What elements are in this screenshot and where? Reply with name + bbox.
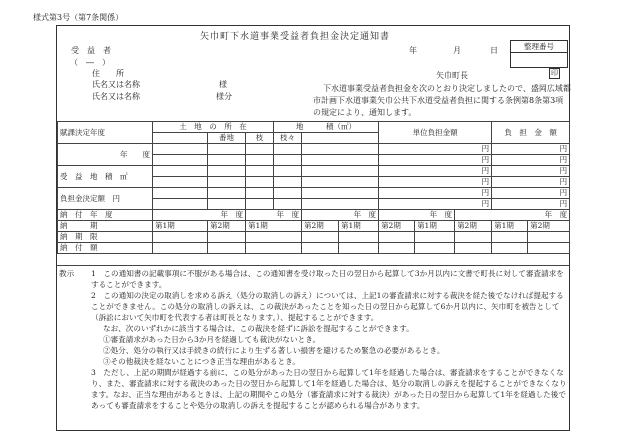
period-cell: 第2期 — [528, 221, 570, 232]
area-unit: （㎡） — [333, 122, 357, 131]
eda-label: 枝 — [246, 133, 274, 144]
yen-amount: 円 — [492, 144, 570, 155]
period-cell: 第2期 — [208, 221, 246, 232]
yen-unit: 円 — [379, 188, 492, 199]
period-cell: 第1期 — [492, 221, 528, 232]
note-2-c2: ②処分、処分の執行又は手続きの続行により生ずる著しい損害を避けるため緊急の必要があるとき。 — [103, 346, 445, 355]
payment-year-cell: 年 度 — [153, 210, 246, 221]
date-day: 日 — [490, 46, 498, 55]
address-label: 住 所 — [92, 69, 124, 78]
period-cell: 第1期 — [246, 221, 302, 232]
beneficiary-label: 受 益 者 — [71, 46, 111, 55]
fiscal-year-label: 賦課決定年度 — [58, 122, 153, 144]
edaeda-label: 枝々 — [274, 133, 302, 144]
seal-mark: 印 — [551, 69, 558, 77]
period-cell: 第1期 — [339, 221, 379, 232]
payment-year-cell: 年 度 — [246, 210, 302, 221]
note-3: 3 ただし、上記の期間が経過する前に、この処分があった日の翌日から起算して1年を経過した場合は、審査請求をすることができなくなり、また、審査請求に対する裁決のあった日の翌日から起算して1年を経過した場合は、処分の取消しの訴えを提起することができなくなります。なお、正当な理由があるときは、上記の期間やこの処分（審査請求に対する裁決）があった日の翌日から起算して1年を経過した後であっても審査請求をすることや処分の取消しの訴えを提起することが認められる場合があります。 — [91, 368, 567, 410]
note-1-text: 1 この通知書の記載事項に不服がある場合は、この通知書を受け取った日の翌日から起算して3か月以内に文書で町長に対して審査請求をすることができます。 — [91, 269, 564, 289]
unit-price-header: 単位負担金額 — [379, 122, 492, 144]
yen-unit: 円 — [379, 144, 492, 155]
date-month: 月 — [453, 46, 461, 55]
period-label: 納 期 — [58, 221, 153, 232]
yen-unit: 円 — [379, 199, 492, 210]
yen-unit: 円 — [379, 177, 492, 188]
yen-amount: 円 — [492, 188, 570, 199]
date-year: 年 — [409, 46, 417, 55]
reference-number-label: 整理番号 — [511, 41, 567, 53]
beneficiary-paren: （ ― ） — [70, 58, 110, 67]
area-header — [274, 122, 379, 133]
fiscal-year-cell: 年 度 — [58, 144, 153, 166]
yen-amount: 円 — [492, 166, 570, 177]
notice-body: 下水道事業受益者負担金を次のとおり決定しましたので、盛岡広域都市計画下水道事業矢巾公共下水道受益者負担に関する条例第8条第3項の規定により、通知します。 — [313, 84, 571, 117]
mayor-name: 矢巾町長 — [436, 71, 468, 80]
document-title: 矢巾町下水道事業受益者負担金決定通知書 — [200, 32, 391, 42]
payment-year-cell: 年 度 — [302, 210, 379, 221]
instructions-section — [57, 265, 569, 411]
payment-year-cell: 年 度 — [379, 210, 455, 221]
name-label-2: 氏名又は名称 — [92, 92, 140, 101]
yen-amount: 円 — [492, 199, 570, 210]
note-2: 2 この通知の決定の取消しを求める訴え（処分の取消しの訴え）については、上記1の審査請求に対する裁決を経た後でなければ提起することができません。この処分の取消しの訴えは、この裁決があったことを知った日の翌日から起算して6か月以内に、矢巾町を被告として（訴訟において矢巾町を代表する者は町長となります。）、提起することができます。 — [91, 291, 564, 322]
note-1 — [57, 268, 569, 290]
area-value-cell — [302, 133, 379, 144]
burden-amount-header: 負 担 金 額 — [492, 122, 570, 144]
note-2-c3: ③その他裁決を経ないことにつき正当な理由があるとき。 — [103, 357, 300, 366]
area-label: 地 積 — [296, 122, 334, 131]
burden-total-label: 負担金決定額 円 — [58, 188, 153, 210]
yen-unit: 円 — [379, 166, 492, 177]
payment-amount-label: 納 付 額 — [58, 243, 153, 254]
period-cell: 第1期 — [153, 221, 208, 232]
name-suffix-2: 様分 — [216, 92, 232, 101]
note-2-c1: ①審査請求があった日から3か月を経過しても裁決がないとき。 — [103, 335, 321, 344]
benefit-area-label: 受 益 地 積 ㎡ — [58, 166, 153, 188]
yen-amount: 円 — [492, 177, 570, 188]
instructions-heading: 教示 — [59, 269, 75, 278]
payment-year-cell: 年 度 — [455, 210, 570, 221]
deadline-label: 納 期 限 — [58, 232, 153, 243]
note-2-b: なお、次のいずれかに該当する場合は、この裁決を経ずに訴訟を提起することができます。 — [103, 324, 414, 333]
reference-number-box — [510, 40, 568, 68]
yen-unit: 円 — [379, 155, 492, 166]
period-cell: 第2期 — [379, 221, 415, 232]
period-cell: 第2期 — [455, 221, 492, 232]
yen-amount: 円 — [492, 155, 570, 166]
assessment-table — [57, 121, 570, 254]
name-suffix-1: 様 — [219, 80, 227, 89]
name-label-1: 氏名又は名称 — [92, 80, 140, 89]
form-code: 様式第3号（第7条関係） — [33, 13, 124, 22]
chiban-label: 番地 — [208, 133, 246, 144]
payment-year-label: 納 付 年 度 — [58, 210, 153, 221]
period-cell: 第1期 — [415, 221, 455, 232]
period-cell: 第2期 — [302, 221, 339, 232]
land-location-header: 土 地 の 所 在 — [153, 122, 274, 133]
land-location-cell — [153, 133, 208, 144]
